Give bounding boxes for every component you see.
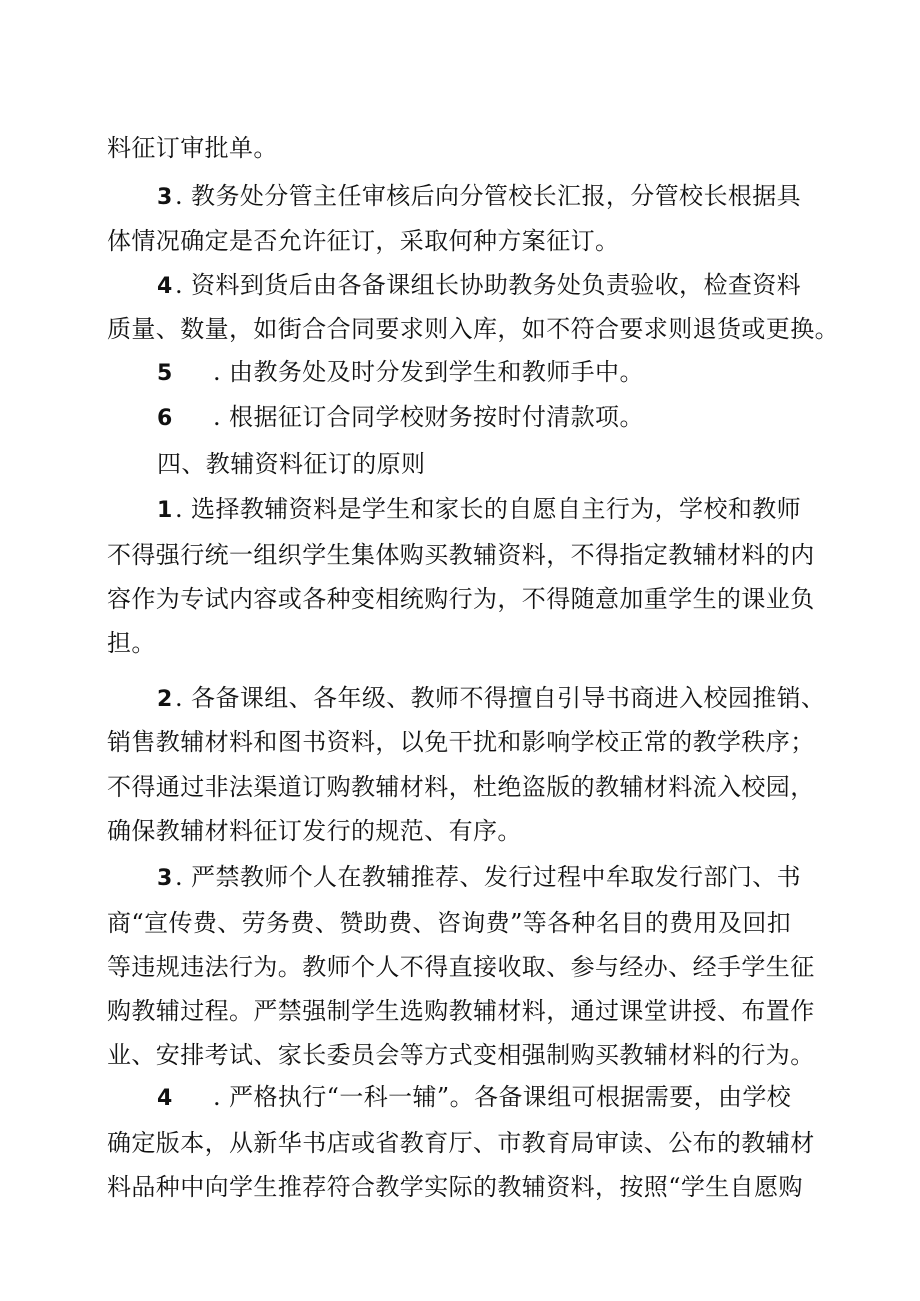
paragraph-line	[107, 1126, 827, 1160]
paragraph-line	[107, 538, 827, 572]
paragraph-line	[107, 1170, 827, 1204]
line-text: . 教务处分管主任审核后向分管校长汇报，分管校长根据具	[175, 182, 802, 210]
line-text: 容作为专试内容或各种变相统购行为，不得随意加重学生的课业负	[107, 585, 815, 613]
line-text: 担。	[107, 629, 156, 657]
line-text: 销售教辅材料和图书资料，以免干扰和影响学校正常的教学秩序；	[107, 728, 815, 756]
line-text: 购教辅过程。严禁强制学生选购教辅材料，通过课堂讲授、布置作	[107, 997, 815, 1025]
paragraph-line	[107, 224, 827, 258]
paragraph-line	[107, 814, 827, 848]
item-number: 1	[157, 498, 173, 523]
heading-text: 四、教辅资料征订的原则	[157, 450, 426, 478]
section-heading	[157, 447, 877, 481]
line-text: 等违规违法行为。教师个人不得直接收取、参与经办、经手学生征	[107, 953, 815, 981]
line-text: 商“宣传费、劳务费、赞助费、咨询费”等各种名目的费用及回扣	[107, 909, 792, 937]
numbered-item-line	[157, 681, 877, 715]
numbered-item-line	[157, 492, 877, 526]
paragraph-line	[107, 725, 827, 759]
line-text: 业、安排考试、家长委员会等方式变相强制购买教辅材料的行为。	[107, 1041, 815, 1069]
line-text: 体情况确定是否允许征订，采取何种方案征订。	[107, 227, 620, 255]
item-number: 3	[157, 185, 173, 210]
paragraph-line	[107, 906, 827, 940]
paragraph-line	[107, 312, 839, 346]
line-text: 不得通过非法渠道订购教辅材料，杜绝盗版的教辅材料流入校园，	[107, 773, 815, 801]
line-text: 料征订审批单。	[107, 134, 278, 162]
line-text: . 严禁教师个人在教辅推荐、发行过程中牟取发行部门、书	[175, 863, 802, 891]
paragraph-line	[107, 626, 827, 660]
item-number: 6	[157, 406, 173, 431]
paragraph-line	[107, 770, 827, 804]
line-text: . 各备课组、各年级、教师不得擅自引导书商进入校园推销、	[175, 684, 826, 712]
item-number: 4	[157, 1086, 173, 1111]
numbered-item-line	[157, 355, 877, 389]
numbered-item-line	[157, 268, 877, 302]
line-text: . 资料到货后由各备课组长协助教务处负责验收，检查资料	[175, 271, 802, 299]
paragraph-line	[107, 950, 827, 984]
item-number: 3	[157, 866, 173, 891]
numbered-item-line	[157, 400, 877, 434]
item-number: 4	[157, 274, 173, 299]
line-text: 质量、数量，如街合合同要求则入库，如不符合要求则退货或更换。	[107, 315, 839, 343]
line-text: . 根据征订合同学校财务按时付清款项。	[213, 403, 644, 431]
line-text: 确保教辅材料征订发行的规范、有序。	[107, 817, 522, 845]
paragraph-line	[107, 994, 827, 1028]
numbered-item-line	[157, 179, 877, 213]
line-text: . 严格执行“一科一辅”。各备课组可根据需要，由学校	[213, 1083, 792, 1111]
item-number: 2	[157, 687, 173, 712]
paragraph-line	[107, 582, 827, 616]
numbered-item-line	[157, 860, 877, 894]
paragraph-line	[107, 1038, 827, 1072]
numbered-item-line	[157, 1080, 877, 1114]
item-number: 5	[157, 361, 173, 386]
line-text: . 选择教辅资料是学生和家长的自愿自主行为，学校和教师	[175, 495, 802, 523]
paragraph-line	[107, 131, 827, 165]
line-text: 料品种中向学生推荐符合教学实际的教辅资料，按照“学生自愿购	[107, 1173, 803, 1201]
line-text: 确定版本，从新华书店或省教育厅、市教育局审读、公布的教辅材	[107, 1129, 815, 1157]
line-text: . 由教务处及时分发到学生和教师手中。	[213, 358, 644, 386]
line-text: 不得强行统一组织学生集体购买教辅资料，不得指定教辅材料的内	[107, 541, 815, 569]
